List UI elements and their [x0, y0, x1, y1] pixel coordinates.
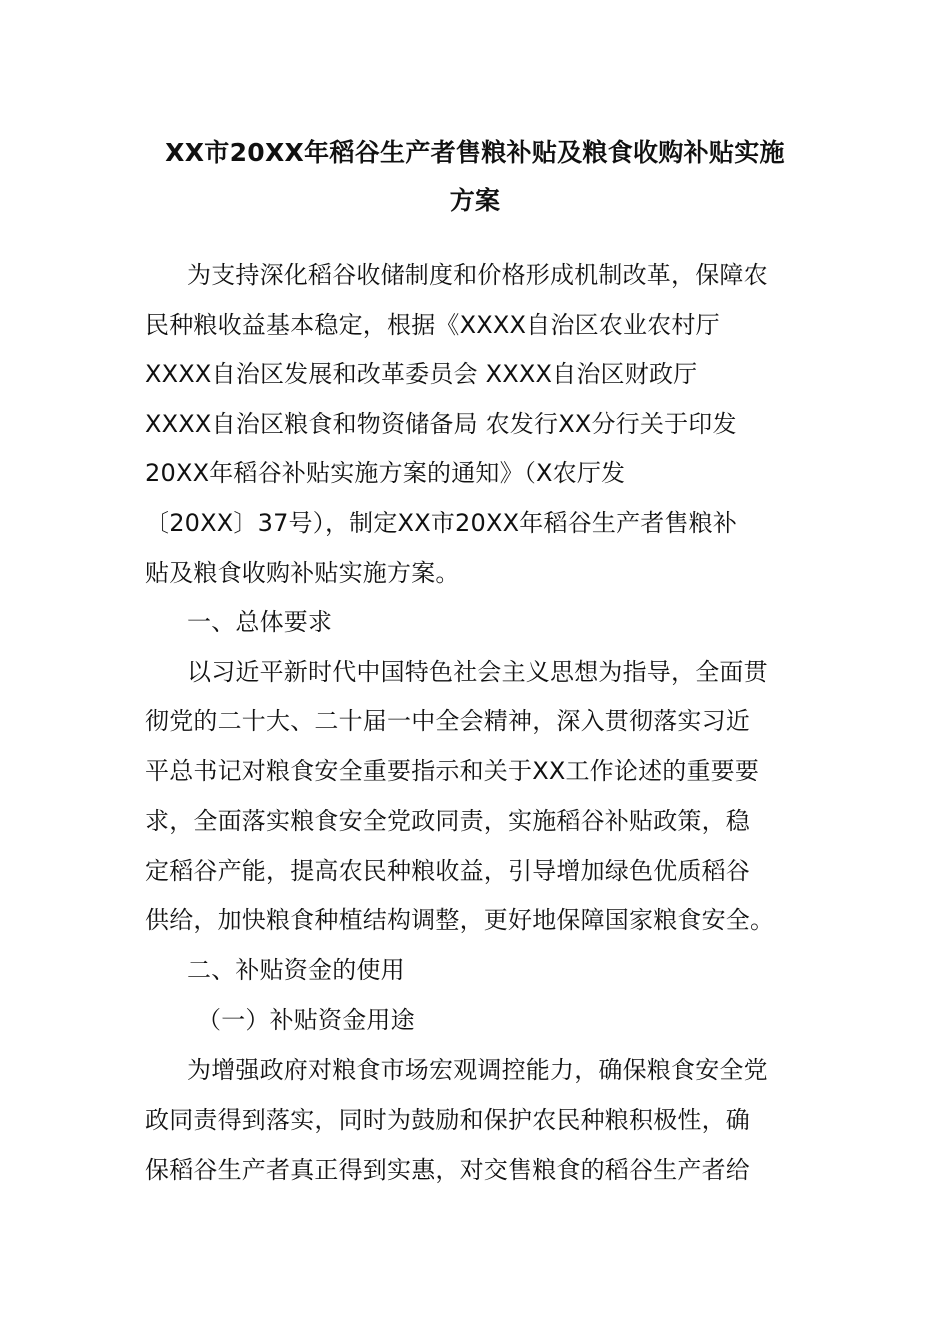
paragraph-intro-line-7: 贴及粮食收购补贴实施方案。	[145, 559, 460, 587]
paragraph-requirements-line-4: 求，全面落实粮食安全党政同责，实施稻谷补贴政策，稳	[145, 807, 750, 835]
paragraph-requirements-line-5: 定稻谷产能，提高农民种粮收益，引导增加绿色优质稻谷	[145, 857, 750, 885]
paragraph-requirements-line-3: 平总书记对粮食安全重要指示和关于XX工作论述的重要要	[145, 757, 760, 785]
section-heading-2: 二、补贴资金的使用	[187, 956, 405, 984]
paragraph-intro-line-2: 民种粮收益基本稳定，根据《XXXX自治区农业农村厅	[145, 311, 720, 339]
paragraph-usage-line-3: 保稻谷生产者真正得到实惠，对交售粮食的稻谷生产者给	[145, 1156, 750, 1184]
paragraph-requirements-line-2: 彻党的二十大、二十届一中全会精神，深入贯彻落实习近	[145, 707, 750, 735]
document-title-line-2: 方案	[449, 186, 501, 215]
section-heading-1: 一、总体要求	[187, 608, 333, 636]
paragraph-requirements-line-1: 以习近平新时代中国特色社会主义思想为指导，全面贯	[187, 658, 768, 686]
document-title-line-1: XX市20XX年稻谷生产者售粮补贴及粮食收购补贴实施	[165, 138, 785, 167]
paragraph-usage-line-1: 为增强政府对粮食市场宏观调控能力，确保粮食安全党	[187, 1056, 768, 1084]
paragraph-intro-line-4: XXXX自治区粮食和物资储备局 农发行XX分行关于印发	[145, 410, 737, 438]
paragraph-intro-line-1: 为支持深化稻谷收储制度和价格形成机制改革，保障农	[187, 261, 768, 289]
paragraph-intro-line-5: 20XX年稻谷补贴实施方案的通知》（X农厅发	[145, 459, 626, 487]
subsection-heading-1: （一）补贴资金用途	[197, 1006, 415, 1034]
paragraph-intro-line-6: 〔20XX〕37号），制定XX市20XX年稻谷生产者售粮补	[145, 509, 738, 537]
paragraph-usage-line-2: 政同责得到落实，同时为鼓励和保护农民种粮积极性，确	[145, 1106, 750, 1134]
paragraph-intro-line-3: XXXX自治区发展和改革委员会 XXXX自治区财政厅	[145, 360, 698, 388]
paragraph-requirements-line-6: 供给，加快粮食种植结构调整，更好地保障国家粮食安全。	[145, 906, 775, 934]
